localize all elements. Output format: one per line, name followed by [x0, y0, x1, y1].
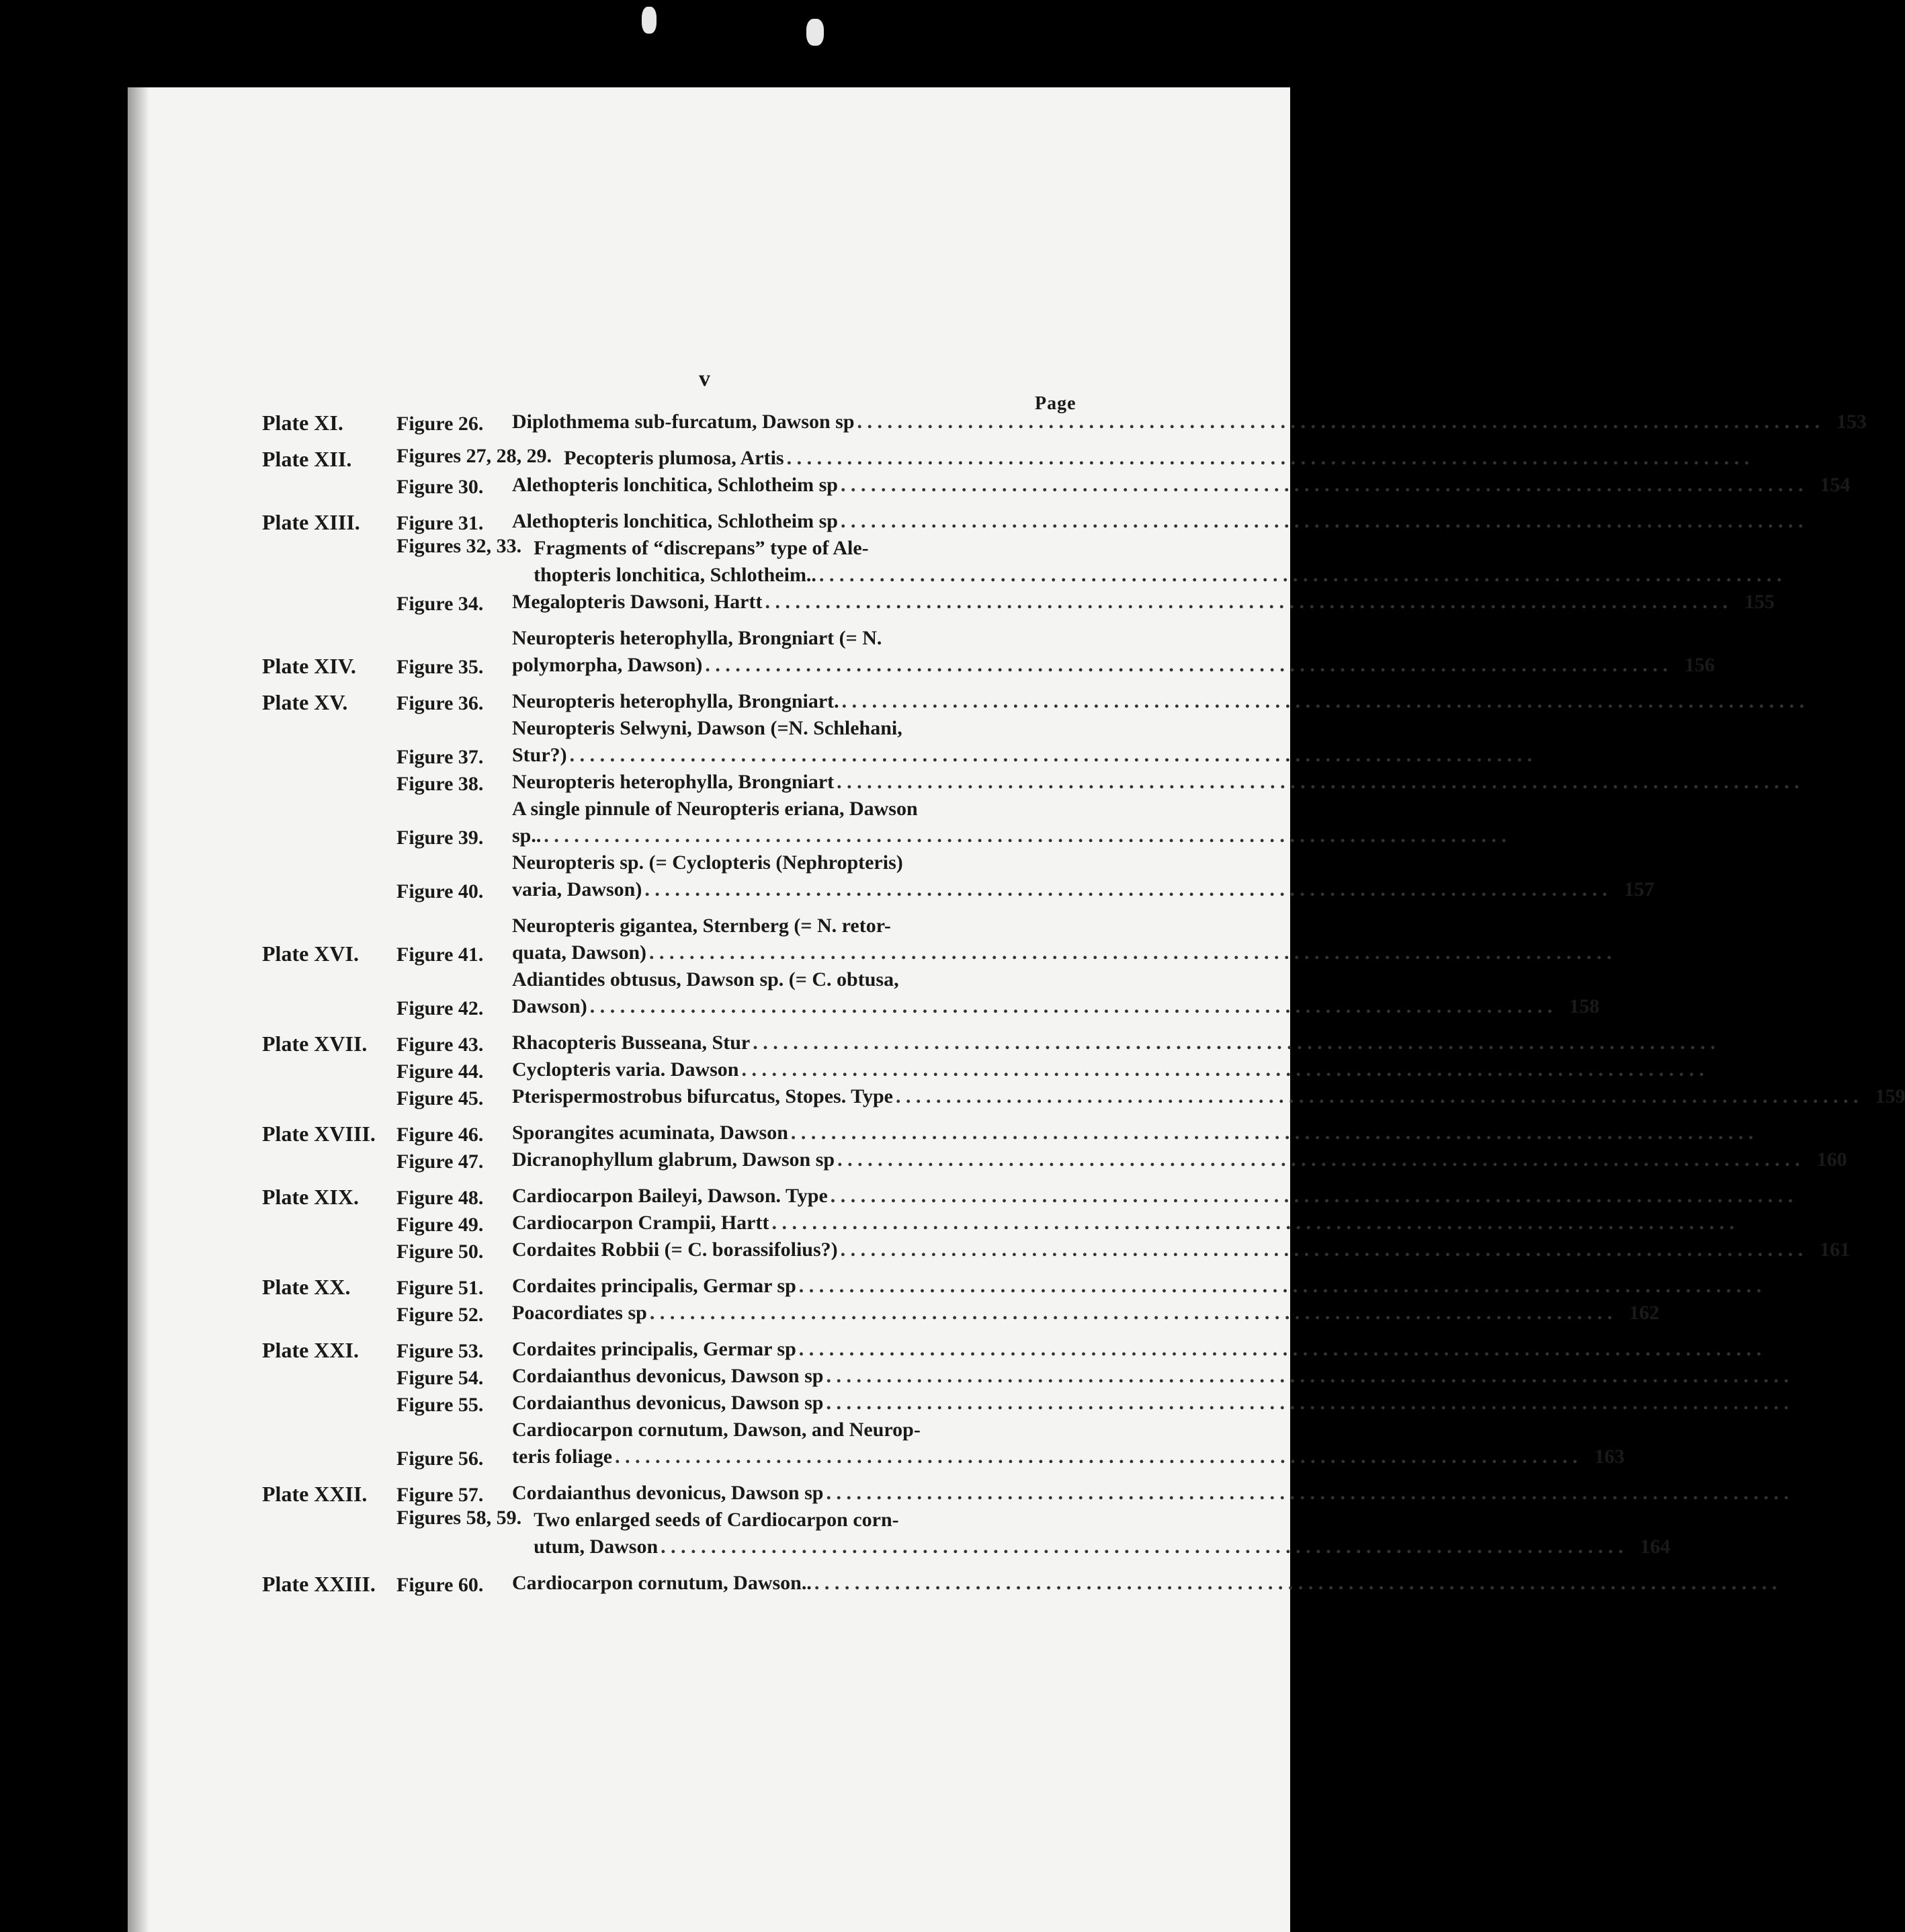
- leader-dots: [799, 1336, 1762, 1363]
- figure-description: [512, 409, 1867, 435]
- figure-description: [512, 1363, 1836, 1390]
- plate-group: [262, 1336, 1625, 1470]
- leader-dots: [771, 1210, 1734, 1236]
- list-item: [262, 1273, 1109, 1300]
- figure-description: [512, 508, 1851, 535]
- figure-label: Figure 40.: [396, 880, 484, 902]
- list-item: [262, 409, 1867, 435]
- figure-description-text: Rhacopteris Busseana, Stur: [512, 1032, 751, 1054]
- list-item: [262, 1146, 1847, 1173]
- list-item: [262, 1390, 1109, 1417]
- leader-dots: [799, 1273, 1762, 1300]
- list-item: [262, 715, 1109, 769]
- figure-description: [534, 1507, 1670, 1560]
- figure-description-text: teris foliage: [512, 1445, 613, 1468]
- figure-label: Figures 58, 59.: [396, 1507, 522, 1529]
- figure-description-text: polymorpha, Dawson): [512, 654, 703, 676]
- figure-description-text: Alethopteris lonchitica, Schlotheim sp: [512, 510, 838, 532]
- figure-description-text: Cordaianthus devonicus, Dawson sp: [512, 1392, 824, 1414]
- page-ref: 153: [1836, 411, 1867, 433]
- figure-description-text: Cordaianthus devonicus, Dawson sp: [512, 1482, 824, 1504]
- plate-label: Plate XXI.: [262, 1338, 359, 1362]
- leader-dots: [753, 1030, 1716, 1056]
- figure-description-text: Cordaites Robbii (= C. borassifolius?): [512, 1238, 838, 1261]
- leader-dots: [650, 1300, 1613, 1327]
- scan-artifact: [642, 7, 657, 34]
- figure-label: Figure 45.: [396, 1087, 484, 1109]
- figure-description-text: quata, Dawson): [512, 941, 647, 964]
- figure-label: Figure 51.: [396, 1277, 484, 1299]
- leader-dots: [837, 769, 1800, 796]
- figure-label: Figure 60.: [396, 1574, 484, 1596]
- figure-description-text: Cordaites principalis, Germar sp: [512, 1275, 796, 1297]
- list-item: [262, 472, 1851, 499]
- figure-description: [512, 715, 1579, 769]
- figure-description: [512, 1480, 1836, 1507]
- list-item: [262, 1417, 1625, 1470]
- figure-label: Figure 55.: [396, 1394, 484, 1416]
- plate-group: [262, 1030, 1905, 1110]
- list-item: [262, 508, 1109, 535]
- list-item: [262, 966, 1600, 1020]
- list-item: [262, 589, 1775, 616]
- figure-description-text: Cardiocarpon Baileyi, Dawson. Type: [512, 1185, 828, 1207]
- figure-description-text: Diplothmema sub-furcatum, Dawson sp: [512, 411, 855, 433]
- page-ref: 156: [1684, 654, 1715, 676]
- figure-label: Figure 41.: [396, 943, 484, 966]
- leader-dots: [896, 1083, 1859, 1110]
- plate-group: [262, 445, 1851, 499]
- figure-description: [534, 535, 1828, 589]
- plate-group: [262, 409, 1867, 435]
- figure-description-text: Sporangites acuminata, Dawson: [512, 1122, 788, 1144]
- figure-label: Figure 39.: [396, 827, 484, 849]
- page-ref: 160: [1816, 1148, 1847, 1171]
- leader-dots: [841, 472, 1804, 499]
- figure-label: Figure 38.: [396, 773, 484, 795]
- figure-label: Figure 36.: [396, 692, 484, 714]
- list-item: [262, 1336, 1109, 1363]
- figure-description-text: Cyclopteris varia. Dawson: [512, 1058, 739, 1081]
- plate-label: Plate XIII.: [262, 510, 360, 534]
- figure-description-text: utum, Dawson: [534, 1536, 659, 1558]
- figure-label: Figure 47.: [396, 1150, 484, 1173]
- figure-description: [512, 1210, 1781, 1236]
- page-ref: 158: [1569, 995, 1600, 1017]
- plate-label: Plate XI.: [262, 411, 343, 435]
- figure-label: Figure 46.: [396, 1124, 484, 1146]
- leader-dots: [819, 562, 1782, 589]
- figure-description: [512, 625, 1715, 679]
- page-ref: 161: [1820, 1238, 1851, 1261]
- figure-description: [512, 913, 1659, 966]
- figure-description: [512, 769, 1847, 796]
- plate-label: Plate XVII.: [262, 1032, 368, 1056]
- list-item: [262, 1056, 1109, 1083]
- figure-label: Figure 26.: [396, 413, 484, 435]
- figure-description-text: Adiantides obtusus, Dawson sp. (= C. obtusa,: [512, 968, 899, 991]
- figure-description: [512, 1417, 1625, 1470]
- list-item: [262, 1480, 1109, 1507]
- plate-group: [262, 1480, 1670, 1560]
- leader-dots: [590, 993, 1553, 1020]
- figure-label: Figure 34.: [396, 593, 484, 615]
- list-item: [262, 625, 1715, 679]
- page-ref: 159: [1875, 1085, 1905, 1107]
- figure-description-text: Neuropteris gigantea, Sternberg (= N. retor-: [512, 915, 891, 937]
- list-item: [262, 769, 1109, 796]
- figure-description-text: Cordaianthus devonicus, Dawson sp: [512, 1365, 824, 1387]
- leader-dots: [841, 1236, 1804, 1263]
- leader-dots: [644, 876, 1607, 903]
- page-ref: 155: [1744, 591, 1775, 613]
- page-ref: 162: [1629, 1302, 1660, 1324]
- leader-dots: [814, 1570, 1777, 1597]
- figure-description: [512, 1390, 1836, 1417]
- figure-label: Figures 27, 28, 29.: [396, 445, 552, 467]
- page-ref: 163: [1594, 1445, 1625, 1468]
- figure-description-text: Fragments of “discrepans” type of Ale-: [534, 537, 869, 559]
- list-item: [262, 796, 1109, 849]
- page-ref: 164: [1640, 1536, 1670, 1558]
- figure-label: Figure 42.: [396, 997, 484, 1019]
- figure-label: Figure 49.: [396, 1214, 484, 1236]
- plate-group: [262, 913, 1600, 1020]
- figure-label: Figure 57.: [396, 1484, 484, 1506]
- leader-dots: [826, 1390, 1789, 1417]
- figure-label: Figure 50.: [396, 1241, 484, 1263]
- page-spine-shadow: [128, 87, 149, 1932]
- figure-description: [512, 1570, 1824, 1597]
- leader-dots: [791, 1120, 1754, 1146]
- figure-description: [512, 1236, 1850, 1263]
- figure-label: Figure 35.: [396, 656, 484, 678]
- leader-dots: [837, 1146, 1800, 1173]
- list-item: [262, 1507, 1670, 1560]
- figure-description-text: Stur?): [512, 744, 567, 766]
- figure-label: Figures 32, 33.: [396, 535, 522, 557]
- figure-label: Figure 48.: [396, 1187, 484, 1209]
- leader-dots: [649, 939, 1612, 966]
- figure-description-text: Neuropteris Selwyni, Dawson (=N. Schlehani,: [512, 717, 902, 739]
- leader-dots: [787, 445, 1750, 472]
- figure-description-text: Dawson): [512, 995, 587, 1017]
- leader-dots: [705, 652, 1668, 679]
- figure-label: Figure 43.: [396, 1034, 484, 1056]
- figure-label: Figure 53.: [396, 1340, 484, 1362]
- plate-group: [262, 1120, 1847, 1173]
- list-item: [262, 1183, 1109, 1210]
- plate-label: Plate XX.: [262, 1275, 351, 1299]
- figure-description: [512, 1146, 1847, 1173]
- figure-description-text: A single pinnule of Neuropteris eriana, Dawson: [512, 798, 918, 820]
- figure-label: Figure 44.: [396, 1060, 484, 1083]
- plate-group: [262, 688, 1654, 903]
- plate-label: Plate XVI.: [262, 941, 359, 966]
- leader-dots: [841, 508, 1804, 535]
- figure-label: Figure 31.: [396, 512, 484, 534]
- figure-description-text: Dicranophyllum glabrum, Dawson sp: [512, 1148, 835, 1171]
- leader-dots: [661, 1534, 1623, 1560]
- figure-description: [512, 849, 1654, 903]
- leader-dots: [826, 1363, 1789, 1390]
- figure-description-text: sp..: [512, 825, 542, 847]
- leader-dots: [741, 1056, 1704, 1083]
- figure-description-text: Neuropteris heterophylla, Brongniart.: [512, 690, 839, 712]
- figure-description: [564, 445, 1796, 472]
- list-item: [262, 1210, 1109, 1236]
- figure-description-text: Pecopteris plumosa, Artis: [564, 447, 784, 469]
- list-of-plates: [262, 409, 1905, 1606]
- figure-description-text: Poacordiates sp: [512, 1302, 647, 1324]
- scan-artifact: [806, 19, 824, 46]
- figure-description-text: Pterispermostrobus bifurcatus, Stopes. Type: [512, 1085, 893, 1107]
- figure-description: [512, 966, 1599, 1020]
- document-page: [128, 87, 1905, 1932]
- leader-dots: [826, 1480, 1789, 1507]
- plate-label: Plate XIX.: [262, 1185, 359, 1209]
- figure-description-text: Cardiocarpon cornutum, Dawson..: [512, 1572, 812, 1594]
- figure-description: [512, 1083, 1905, 1110]
- figure-description-text: Neuropteris heterophylla, Brongniart (= N.: [512, 627, 882, 649]
- page-column-header: Page: [1035, 393, 1076, 414]
- plate-label: Plate XII.: [262, 447, 352, 471]
- figure-label: Figure 37.: [396, 746, 484, 768]
- figure-description-text: Two enlarged seeds of Cardiocarpon corn-: [534, 1509, 899, 1531]
- figure-description: [512, 472, 1851, 499]
- figure-description: [512, 1030, 1763, 1056]
- figure-description: [512, 1300, 1659, 1327]
- leader-dots: [544, 823, 1507, 849]
- figure-description: [512, 1273, 1808, 1300]
- list-item: [262, 1083, 1905, 1110]
- plate-group: [262, 1273, 1660, 1327]
- figure-description: [512, 796, 1554, 849]
- page-ref: 157: [1623, 878, 1654, 900]
- list-item: [262, 1120, 1109, 1146]
- page-ref: 154: [1820, 474, 1851, 496]
- list-item: [262, 1236, 1851, 1263]
- plate-label: Plate XXIII.: [262, 1572, 376, 1596]
- figure-description-text: Neuropteris heterophylla, Brongniart: [512, 771, 835, 793]
- plate-label: Plate XIV.: [262, 654, 356, 678]
- figure-description-text: thopteris lonchitica, Schlotheim..: [534, 564, 816, 586]
- list-item: [262, 1363, 1109, 1390]
- plate-group: [262, 1570, 1109, 1597]
- figure-description-text: Neuropteris sp. (= Cyclopteris (Nephropteris): [512, 851, 903, 874]
- figure-label: Figure 54.: [396, 1367, 484, 1389]
- plate-group: [262, 625, 1715, 679]
- list-item: [262, 1570, 1109, 1597]
- page-number: v: [699, 366, 710, 391]
- list-item: [262, 1300, 1660, 1327]
- plate-group: [262, 508, 1775, 616]
- leader-dots: [615, 1443, 1578, 1470]
- plate-group: [262, 1183, 1851, 1263]
- figure-description-text: Cardiocarpon Crampii, Hartt: [512, 1212, 769, 1234]
- figure-description: [512, 688, 1851, 715]
- list-item: [262, 849, 1654, 903]
- leader-dots: [765, 589, 1728, 616]
- list-item: [262, 445, 1109, 472]
- figure-description-text: varia, Dawson): [512, 878, 642, 900]
- leader-dots: [842, 688, 1805, 715]
- figure-description-text: Cardiocarpon cornutum, Dawson, and Neurop-: [512, 1419, 921, 1441]
- list-item: [262, 913, 1109, 966]
- figure-description-text: Megalopteris Dawsoni, Hartt: [512, 591, 763, 613]
- plate-label: Plate XVIII.: [262, 1122, 376, 1146]
- figure-label: Figure 52.: [396, 1304, 484, 1326]
- leader-dots: [857, 409, 1820, 435]
- figure-label: Figure 30.: [396, 476, 484, 498]
- figure-description-text: Cordaites principalis, Germar sp: [512, 1338, 796, 1360]
- figure-description: [512, 1336, 1808, 1363]
- figure-description: [512, 589, 1775, 616]
- leader-dots: [570, 742, 1533, 769]
- list-item: [262, 1030, 1109, 1056]
- list-item: [262, 688, 1109, 715]
- list-item: [262, 535, 1109, 589]
- figure-description-text: Alethopteris lonchitica, Schlotheim sp: [512, 474, 838, 496]
- figure-description: [512, 1183, 1840, 1210]
- plate-label: Plate XXII.: [262, 1482, 368, 1506]
- figure-description: [512, 1056, 1751, 1083]
- figure-description: [512, 1120, 1800, 1146]
- plate-label: Plate XV.: [262, 690, 348, 714]
- figure-label: Figure 56.: [396, 1447, 484, 1470]
- leader-dots: [831, 1183, 1793, 1210]
